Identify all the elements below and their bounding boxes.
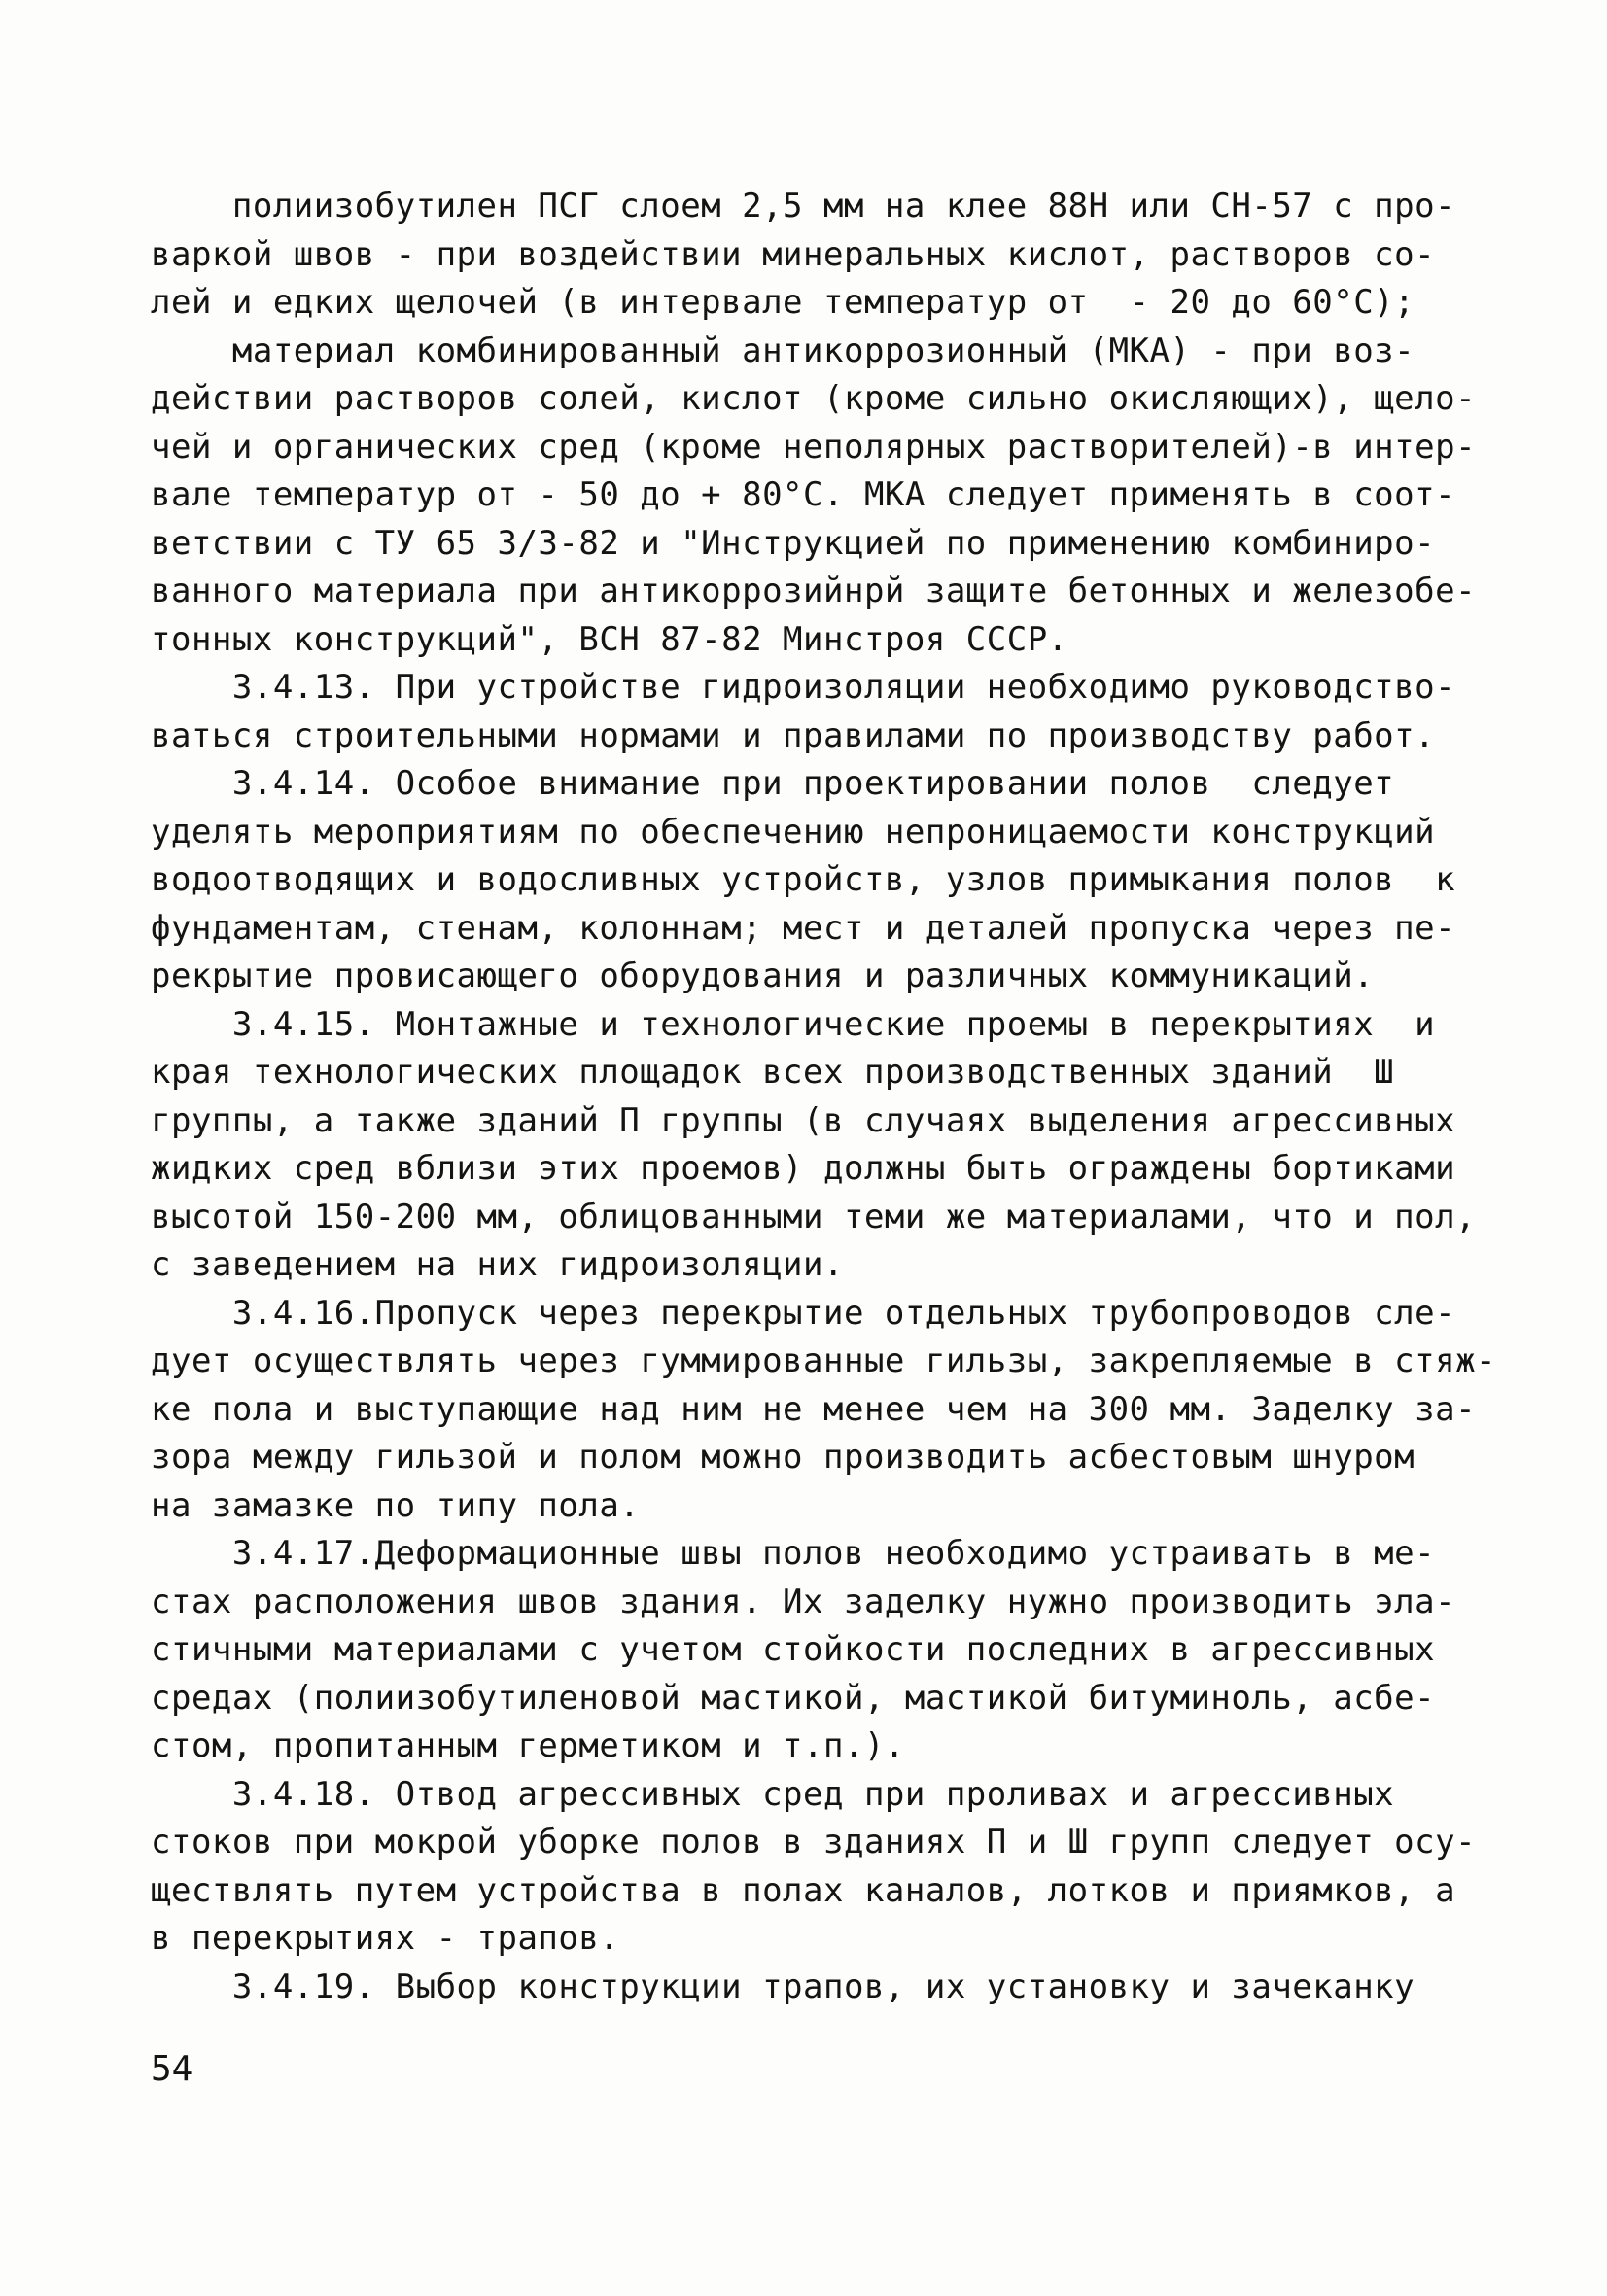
text-line: 3.4.15. Монтажные и технологические проемы в перекрытиях и	[151, 1004, 1436, 1044]
page-number: 54	[151, 2049, 193, 2089]
text-line: дует осуществлять через гуммированные гильзы, закрепляемые в стяж-	[151, 1341, 1497, 1380]
text-line: жидких сред вблизи этих проемов) должны быть ограждены бортиками	[151, 1149, 1456, 1188]
text-line: фундаментам, стенам, колоннам; мест и деталей пропуска через пе-	[151, 908, 1456, 948]
text-line: рекрытие провисающего оборудования и различных коммуникаций.	[151, 957, 1375, 995]
text-line: в перекрытиях - трапов.	[151, 1919, 620, 1958]
text-line: стах расположения швов здания. Их заделку нужно производить эла-	[151, 1582, 1456, 1621]
text-line: материал комбинированный антикоррозионный (МКА) - при воз-	[151, 330, 1415, 370]
text-line: варкой швов - при воздействии минеральных кислот, растворов со-	[151, 234, 1436, 274]
text-line: ществлять путем устройства в полах каналов, лотков и приямков, а	[151, 1870, 1456, 1910]
text-line: средах (полиизобутиленовой мастикой, мастикой битуминоль, асбе-	[151, 1678, 1436, 1718]
text-line: вале температур от - 50 до + 80°С. МКА следует применять в соот-	[151, 475, 1456, 514]
text-line: стичными материалами с учетом стойкости последних в агрессивных	[151, 1630, 1436, 1669]
text-line: 3.4.14. Особое внимание при проектировании полов следует	[151, 764, 1395, 803]
text-line: 3.4.17.Деформационные швы полов необходимо устраивать в ме-	[151, 1534, 1436, 1573]
text-line: стом, пропитанным герметиком и т.п.).	[151, 1726, 905, 1765]
text-line: действии растворов солей, кислот (кроме сильно окисляющих), щело-	[151, 379, 1477, 418]
text-line: 3.4.18. Отвод агрессивных сред при проливах и агрессивных	[151, 1774, 1395, 1814]
text-line: на замазке по типу пола.	[151, 1485, 641, 1525]
text-line: стоков при мокрой уборке полов в зданиях П и Ш групп следует осу-	[151, 1823, 1477, 1861]
text-line: полиизобутилен ПСГ слоем 2,5 мм на клее 88Н или СН-57 с про-	[151, 187, 1456, 226]
text-line: 3.4.19. Выбор конструкции трапов, их установку и зачеканку	[151, 1966, 1415, 2006]
text-line: водоотводящих и водосливных устройств, узлов примыкания полов к	[151, 860, 1456, 899]
text-line: высотой 150-200 мм, облицованными теми же материалами, что и пол,	[151, 1197, 1477, 1236]
text-line: уделять мероприятиям по обеспечению непроницаемости конструкций	[151, 812, 1436, 852]
text-line: ваться строительными нормами и правилами по производству работ.	[151, 715, 1436, 755]
text-line: с заведением на них гидроизоляции.	[151, 1245, 844, 1284]
text-line: чей и органических сред (кроме неполярных растворителей)-в интер-	[151, 427, 1477, 467]
text-line: ке пола и выступающие над ним не менее чем на 300 мм. Заделку за-	[151, 1389, 1477, 1429]
text-line: зора между гильзой и полом можно производить асбестовым шнуром	[151, 1438, 1415, 1477]
text-line: 3.4.16.Пропуск через перекрытие отдельных трубопроводов сле-	[151, 1293, 1456, 1333]
text-line: 3.4.13. При устройстве гидроизоляции необходимо руководство-	[151, 668, 1456, 707]
text-line: ветствии с ТУ 65 3/3-82 и "Инструкцией по применению комбиниро-	[151, 523, 1436, 563]
text-line: тонных конструкций", ВСН 87-82 Минстроя СССР.	[151, 619, 1068, 659]
text-line: ванного материала при антикоррозийнрй защите бетонных и железобе-	[151, 572, 1477, 610]
text-line: лей и едких щелочей (в интервале температур от - 20 до 60°С);	[151, 283, 1415, 322]
text-line: группы, а также зданий П группы (в случаях выделения агрессивных	[151, 1100, 1456, 1140]
text-line: края технологических площадок всех производственных зданий Ш	[151, 1053, 1395, 1092]
